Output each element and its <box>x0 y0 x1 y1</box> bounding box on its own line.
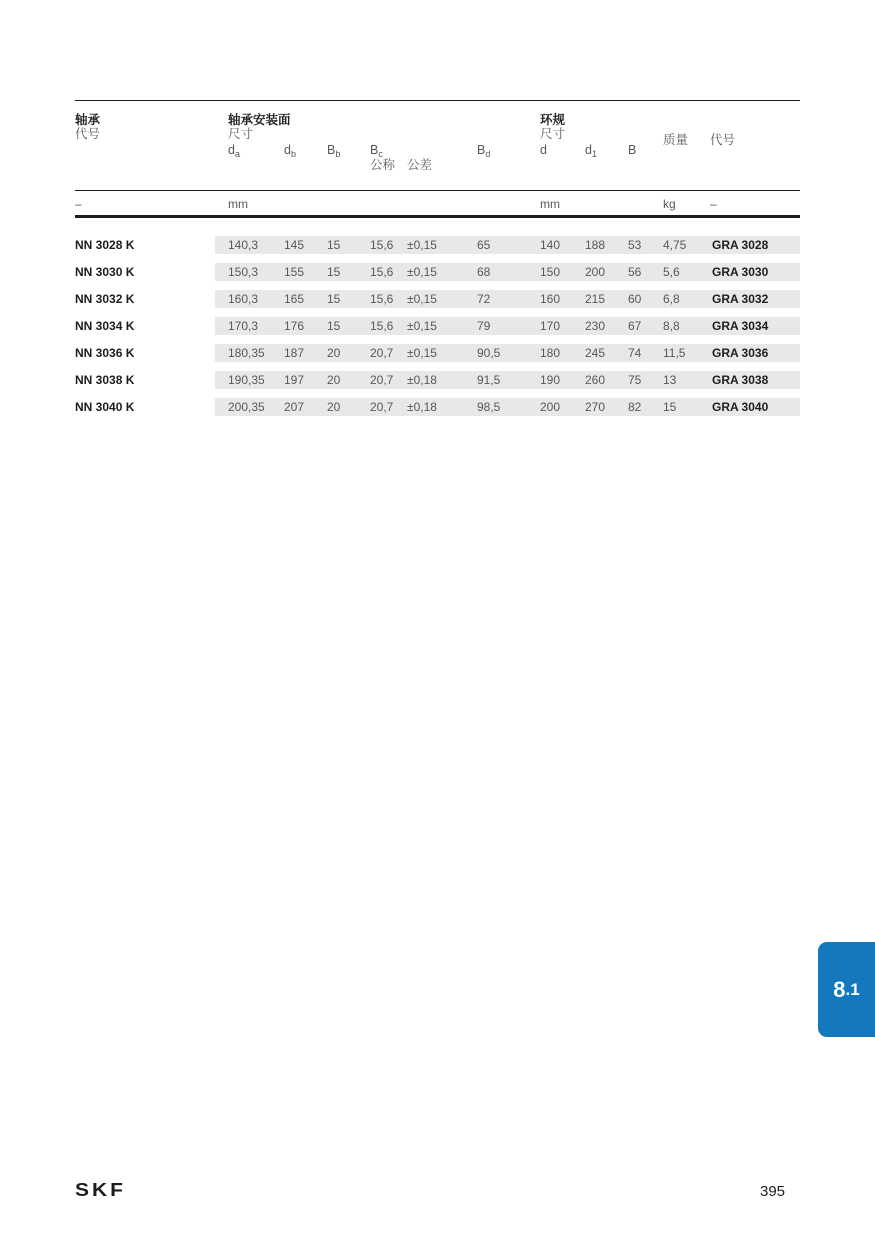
value-Bc-tolerance: ±0,15 <box>407 265 437 279</box>
value-db: 207 <box>284 400 305 414</box>
value-mass: 11,5 <box>663 346 686 360</box>
table-row <box>0 371 875 389</box>
value-d: 190 <box>540 373 561 387</box>
ring-group-subtitle: 尺寸 <box>540 127 566 141</box>
value-Bc-nominal: 20,7 <box>370 346 394 360</box>
col-label-db: $d_b$ <box>284 143 296 159</box>
col-label-Bd: $B_d$ <box>477 143 491 159</box>
value-Bb: 15 <box>327 319 341 333</box>
value-da: 160,3 <box>228 292 259 306</box>
bearing-designation: NN 3040 K <box>75 400 135 414</box>
col-label-mass: 质量 <box>663 133 689 147</box>
value-B: 74 <box>628 346 642 360</box>
value-Bb: 20 <box>327 400 341 414</box>
value-mass: 4,75 <box>663 238 687 252</box>
col-label-da: $d_a$ <box>228 143 240 159</box>
value-Bd: 79 <box>477 319 491 333</box>
value-db: 197 <box>284 373 305 387</box>
table-row <box>0 236 875 254</box>
col-label-tolerance: 公差 <box>407 158 433 172</box>
col-label-Bb: $B_b$ <box>327 143 341 159</box>
value-Bc-tolerance: ±0,18 <box>407 373 437 387</box>
value-da: 190,35 <box>228 373 265 387</box>
value-db: 187 <box>284 346 305 360</box>
value-db: 155 <box>284 265 305 279</box>
unit-designation: – <box>75 197 82 211</box>
value-d: 170 <box>540 319 561 333</box>
value-B: 82 <box>628 400 642 414</box>
value-d: 200 <box>540 400 561 414</box>
table-units-rule <box>75 190 800 191</box>
value-Bc-tolerance: ±0,18 <box>407 400 437 414</box>
section-tab-8-1 <box>818 942 875 1037</box>
mount-group-subtitle: 尺寸 <box>228 127 254 141</box>
section-tab-minor: .1 <box>845 979 860 999</box>
value-d1: 245 <box>585 346 606 360</box>
mount-group-title: 轴承安装面 <box>228 113 291 127</box>
value-Bb: 15 <box>327 265 341 279</box>
col-label-gauge-designation: 代号 <box>710 133 736 147</box>
bearing-designation: NN 3028 K <box>75 238 135 252</box>
value-d: 180 <box>540 346 561 360</box>
value-B: 60 <box>628 292 642 306</box>
col-label-d1: $d_1$ <box>585 143 597 159</box>
bearing-designation: NN 3036 K <box>75 346 135 360</box>
table-header-bottom-rule <box>75 215 800 218</box>
value-db: 145 <box>284 238 305 252</box>
value-B: 67 <box>628 319 642 333</box>
value-mass: 8,8 <box>663 319 680 333</box>
value-da: 140,3 <box>228 238 259 252</box>
gauge-designation: GRA 3030 <box>712 265 769 279</box>
value-Bc-tolerance: ±0,15 <box>407 292 437 306</box>
value-Bd: 65 <box>477 238 491 252</box>
value-Bd: 90,5 <box>477 346 501 360</box>
value-Bb: 20 <box>327 373 341 387</box>
value-Bb: 20 <box>327 346 341 360</box>
value-mass: 15 <box>663 400 677 414</box>
value-Bd: 91,5 <box>477 373 501 387</box>
value-d1: 188 <box>585 238 606 252</box>
gauge-designation: GRA 3028 <box>712 238 769 252</box>
unit-ring: mm <box>540 197 560 211</box>
bearing-column-subtitle: 代号 <box>75 127 101 141</box>
value-db: 176 <box>284 319 305 333</box>
gauge-designation: GRA 3040 <box>712 400 769 414</box>
value-B: 56 <box>628 265 642 279</box>
value-B: 53 <box>628 238 642 252</box>
table-row <box>0 317 875 335</box>
value-Bc-nominal: 15,6 <box>370 238 394 252</box>
value-Bc-nominal: 15,6 <box>370 292 394 306</box>
value-mass: 6,8 <box>663 292 680 306</box>
bearing-designation: NN 3030 K <box>75 265 135 279</box>
bearing-designation: NN 3034 K <box>75 319 135 333</box>
gauge-designation: GRA 3038 <box>712 373 769 387</box>
value-d1: 270 <box>585 400 606 414</box>
bearing-designation: NN 3038 K <box>75 373 135 387</box>
section-tab-major: 8 <box>833 976 846 1002</box>
value-Bc-tolerance: ±0,15 <box>407 238 437 252</box>
skf-logo: SKF <box>75 1180 126 1201</box>
value-d1: 260 <box>585 373 606 387</box>
col-label-d: d <box>540 143 547 157</box>
value-Bc-nominal: 20,7 <box>370 400 394 414</box>
value-da: 150,3 <box>228 265 259 279</box>
col-label-B: B <box>628 143 637 157</box>
value-Bd: 72 <box>477 292 491 306</box>
value-Bc-tolerance: ±0,15 <box>407 319 437 333</box>
value-d: 160 <box>540 292 561 306</box>
bearing-column-title: 轴承 <box>75 113 101 127</box>
unit-mass: kg <box>663 197 676 211</box>
ring-group-title: 环规 <box>540 113 566 127</box>
value-Bd: 68 <box>477 265 491 279</box>
table-row <box>0 290 875 308</box>
value-db: 165 <box>284 292 305 306</box>
value-mass: 13 <box>663 373 677 387</box>
value-mass: 5,6 <box>663 265 680 279</box>
unit-gauge: – <box>710 197 717 211</box>
table-row <box>0 398 875 416</box>
value-Bc-tolerance: ±0,15 <box>407 346 437 360</box>
value-Bd: 98,5 <box>477 400 501 414</box>
table-top-rule <box>75 100 800 101</box>
col-label-Bc: $B_c$ <box>370 143 383 159</box>
value-da: 200,35 <box>228 400 265 414</box>
value-Bb: 15 <box>327 292 341 306</box>
bearing-designation: NN 3032 K <box>75 292 135 306</box>
value-d1: 200 <box>585 265 606 279</box>
value-da: 180,35 <box>228 346 265 360</box>
value-Bb: 15 <box>327 238 341 252</box>
gauge-designation: GRA 3036 <box>712 346 769 360</box>
value-d1: 230 <box>585 319 606 333</box>
table-row <box>0 263 875 281</box>
value-B: 75 <box>628 373 642 387</box>
gauge-designation: GRA 3032 <box>712 292 769 306</box>
table-row <box>0 344 875 362</box>
value-Bc-nominal: 15,6 <box>370 319 394 333</box>
value-da: 170,3 <box>228 319 259 333</box>
value-d: 150 <box>540 265 561 279</box>
value-d1: 215 <box>585 292 606 306</box>
value-d: 140 <box>540 238 561 252</box>
value-Bc-nominal: 20,7 <box>370 373 394 387</box>
page-number: 395 <box>760 1183 786 1200</box>
value-Bc-nominal: 15,6 <box>370 265 394 279</box>
gauge-designation: GRA 3034 <box>712 319 769 333</box>
unit-mount: mm <box>228 197 248 211</box>
col-label-nominal: 公称 <box>370 158 396 172</box>
